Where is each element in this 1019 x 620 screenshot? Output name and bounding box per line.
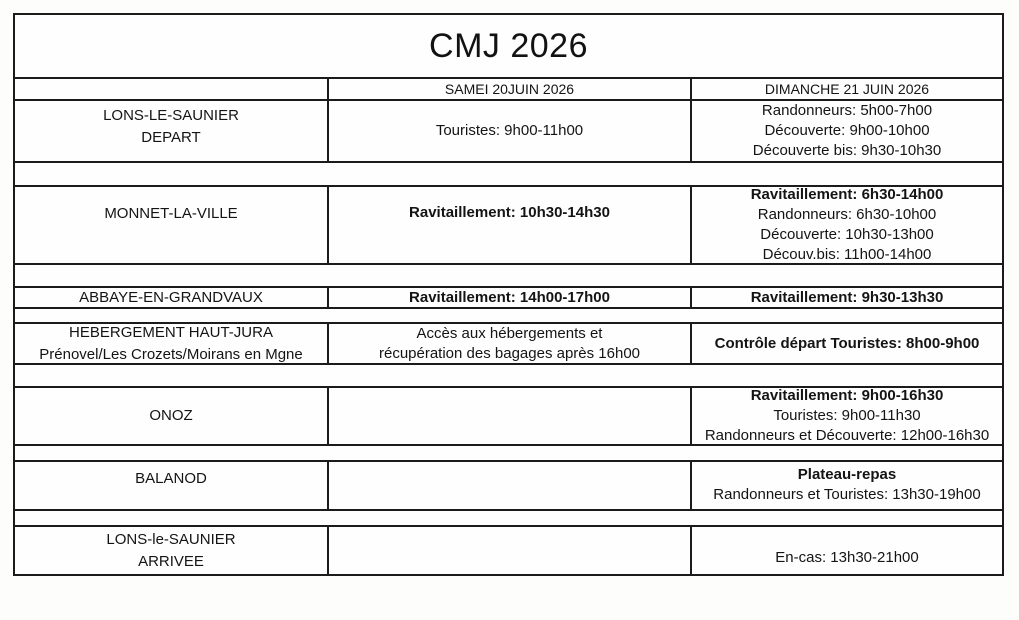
schedule-line: récupération des bagages après 16h00 bbox=[378, 344, 641, 362]
schedule-line: Découverte bis: 9h30-10h30 bbox=[752, 142, 942, 159]
sunday-cell bbox=[692, 388, 1002, 444]
location-line: DEPART bbox=[141, 129, 201, 146]
location-cell bbox=[15, 324, 329, 363]
table-row-monnet-la-ville bbox=[15, 185, 1002, 265]
saturday-cell bbox=[329, 462, 692, 509]
location-line: BALANOD bbox=[135, 470, 207, 487]
table-row-onoz bbox=[15, 386, 1002, 446]
sunday-cell bbox=[692, 187, 1002, 263]
schedule-line: Accès aux hébergements et bbox=[416, 324, 603, 342]
schedule-line: Plateau-repas bbox=[797, 466, 897, 483]
schedule-line: Ravitaillement: 14h00-17h00 bbox=[409, 288, 610, 306]
schedule-line: Contrôle départ Touristes: 8h00-9h00 bbox=[714, 334, 980, 352]
location-line: LONS-le-SAUNIER bbox=[106, 530, 236, 548]
sunday-cell bbox=[692, 462, 1002, 509]
sunday-cell bbox=[692, 101, 1002, 161]
row-separator bbox=[15, 365, 1002, 386]
schedule-line: Ravitaillement: 9h30-13h30 bbox=[750, 288, 944, 306]
location-line: HEBERGEMENT HAUT-JURA bbox=[69, 324, 273, 341]
table-row-abbaye-en-grandvaux bbox=[15, 286, 1002, 309]
saturday-cell bbox=[329, 324, 692, 363]
table-header-row bbox=[15, 79, 1002, 101]
location-cell bbox=[15, 462, 329, 509]
location-cell bbox=[15, 288, 329, 307]
location-line: LONS-LE-SAUNIER bbox=[103, 107, 239, 124]
location-line: ABBAYE-EN-GRANDVAUX bbox=[79, 288, 263, 306]
schedule-line: Touristes: 9h00-11h00 bbox=[435, 122, 584, 139]
schedule-line: Randonneurs et Touristes: 13h30-19h00 bbox=[713, 486, 981, 503]
header-location-cell bbox=[15, 79, 329, 99]
table-row-lons-arrivee bbox=[15, 525, 1002, 574]
sunday-cell bbox=[692, 527, 1002, 574]
schedule-table bbox=[13, 13, 1004, 576]
sunday-cell bbox=[692, 288, 1002, 307]
table-row-hebergement-haut-jura bbox=[15, 322, 1002, 365]
row-separator bbox=[15, 163, 1002, 185]
location-line: ARRIVEE bbox=[138, 552, 204, 570]
row-separator bbox=[15, 265, 1002, 286]
location-cell bbox=[15, 187, 329, 263]
schedule-line: Ravitaillement: 10h30-14h30 bbox=[409, 204, 610, 221]
location-cell bbox=[15, 388, 329, 444]
schedule-line: Ravitaillement: 9h00-16h30 bbox=[750, 388, 944, 404]
saturday-cell bbox=[329, 288, 692, 307]
page-title: CMJ 2026 bbox=[429, 26, 588, 65]
schedule-line: En-cas: 13h30-21h00 bbox=[775, 549, 919, 566]
title-row bbox=[15, 15, 1002, 79]
location-line: ONOZ bbox=[149, 407, 193, 424]
location-cell bbox=[15, 101, 329, 161]
table-row-lons-depart bbox=[15, 101, 1002, 163]
location-line: Prénovel/Les Crozets/Moirans en Mgne bbox=[39, 345, 303, 363]
schedule-line: Touristes: 9h00-11h30 bbox=[773, 407, 921, 424]
row-separator bbox=[15, 446, 1002, 460]
row-separator bbox=[15, 309, 1002, 322]
location-cell bbox=[15, 527, 329, 574]
schedule-line: Randonneurs: 6h30-10h00 bbox=[757, 206, 937, 223]
table-row-balanod bbox=[15, 460, 1002, 511]
sunday-cell bbox=[692, 324, 1002, 363]
schedule-line: Découverte: 10h30-13h00 bbox=[760, 226, 934, 243]
saturday-cell bbox=[329, 187, 692, 263]
header-sunday-cell: DIMANCHE 21 JUIN 2026 bbox=[764, 81, 930, 97]
schedule-line: Randonneurs: 5h00-7h00 bbox=[761, 102, 933, 119]
saturday-cell bbox=[329, 388, 692, 444]
saturday-cell bbox=[329, 101, 692, 161]
schedule-line: Ravitaillement: 6h30-14h00 bbox=[750, 187, 944, 203]
schedule-line: Découv.bis: 11h00-14h00 bbox=[762, 246, 932, 263]
header-saturday-cell: SAMEI 20JUIN 2026 bbox=[329, 79, 692, 99]
schedule-line: Découverte: 9h00-10h00 bbox=[764, 122, 930, 139]
location-line: MONNET-LA-VILLE bbox=[104, 205, 238, 222]
schedule-line: Randonneurs et Découverte: 12h00-16h30 bbox=[704, 427, 990, 444]
saturday-cell bbox=[329, 527, 692, 574]
row-separator bbox=[15, 511, 1002, 525]
